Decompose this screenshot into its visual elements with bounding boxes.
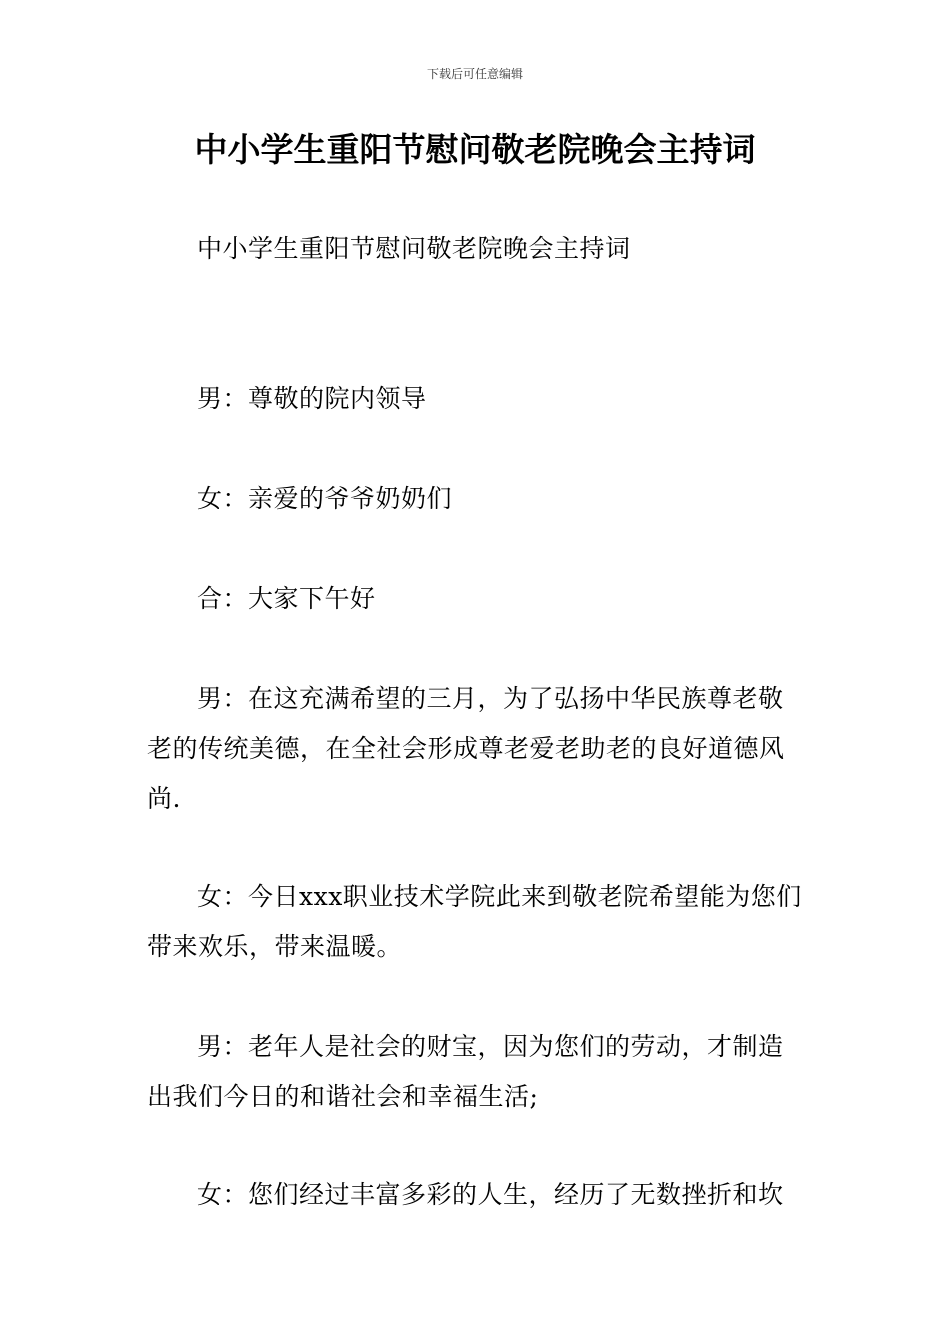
paragraph: 男：在这充满希望的三月，为了弘扬中华民族尊老敬老的传统美德，在全社会形成尊老爱老助老的良好道德风尚. [147, 684, 785, 813]
paragraph: 男：尊敬的院内领导 [197, 384, 427, 413]
header-note: 下载后可任意编辑 [426, 67, 523, 81]
paragraph: 女：今日xxx职业技术学院此来到敬老院希望能为您们带来欢乐，带来温暖。 [147, 882, 802, 961]
paragraph: 女：您们经过丰富多彩的人生，经历了无数挫折和坎 [197, 1180, 784, 1209]
paragraph: 女：亲爱的爷爷奶奶们 [197, 484, 453, 513]
document-title: 中小学生重阳节慰问敬老院晚会主持词 [194, 130, 756, 169]
document-subtitle: 中小学生重阳节慰问敬老院晚会主持词 [197, 234, 631, 263]
paragraph: 男：老年人是社会的财宝，因为您们的劳动，才制造出我们今日的和谐社会和幸福生活; [147, 1032, 784, 1111]
paragraph: 合：大家下午好 [197, 584, 376, 613]
